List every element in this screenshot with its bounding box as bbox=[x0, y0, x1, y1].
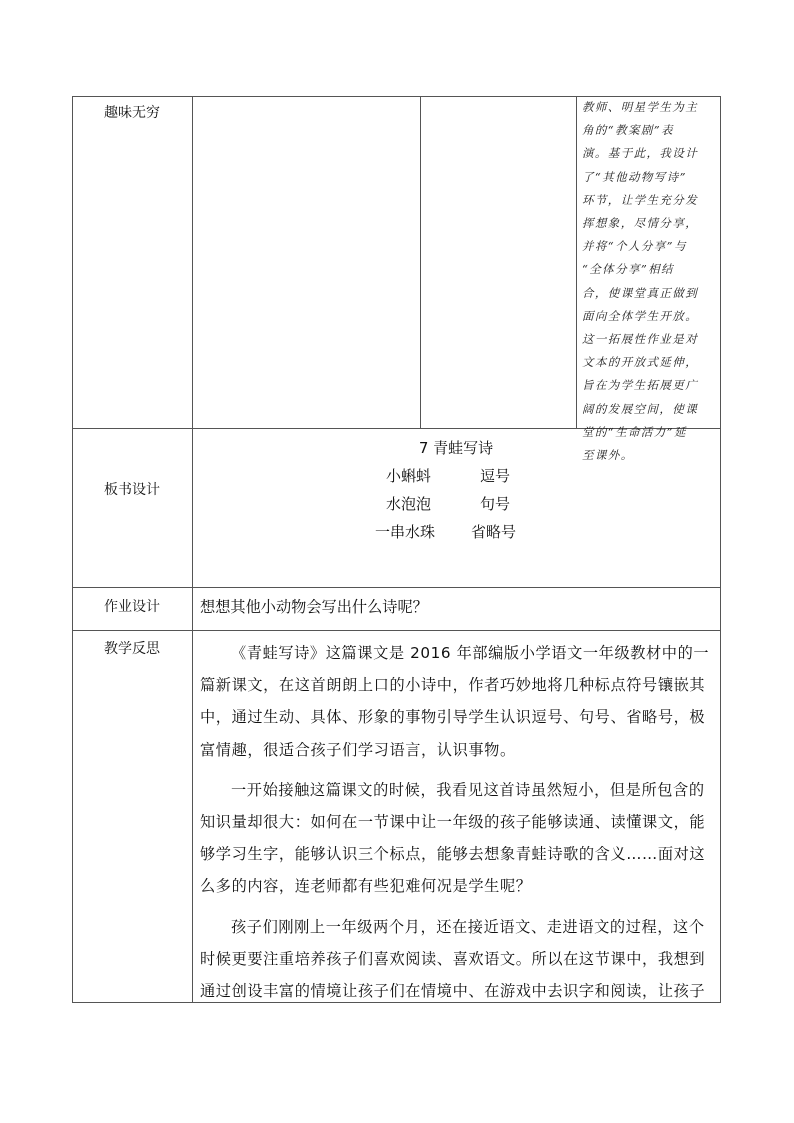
text-line: 通过创设丰富的情境让孩子们在情境中、在游戏中去识字和阅读，让孩子 bbox=[200, 982, 706, 1001]
notes-line: 演。基于此，我设计 bbox=[582, 146, 699, 161]
notes-line: 合，使课堂真正做到 bbox=[582, 285, 699, 300]
notes-line: 文本的开放式延伸， bbox=[582, 355, 699, 370]
row-label-fun: 趣味无穷 bbox=[104, 105, 160, 121]
notes-line: “全体分享”相结 bbox=[582, 262, 674, 277]
reflection-text bbox=[200, 637, 712, 1015]
text-line: 一开始接触这篇课文的时候，我看见这首诗虽然短小，但是所包含的 bbox=[231, 780, 705, 799]
board-row bbox=[182, 518, 720, 546]
notes-line: 旨在为学生拓展更广 bbox=[582, 378, 699, 393]
table-column-divider bbox=[576, 96, 577, 429]
text-line: 中，通过生动、具体、形象的事物引导学生认识逗号、句号、省略号，极 bbox=[200, 708, 706, 727]
teaching-notes bbox=[582, 96, 714, 467]
table-row-divider bbox=[72, 587, 720, 588]
text-line: 篇新课文，在这首朗朗上口的小诗中，作者巧妙地将几种标点符号镶嵌其 bbox=[200, 676, 706, 695]
text-line: 知识量却很大：如何在一节课中让一年级的孩子能够读通、读懂课文，能 bbox=[200, 813, 706, 832]
notes-line: 面向全体学生开放。 bbox=[582, 308, 699, 323]
notes-line: 环节，让学生充分发 bbox=[582, 192, 699, 207]
notes-line: 并将“个人分享”与 bbox=[582, 239, 687, 254]
board-term: 一串水珠 bbox=[375, 523, 436, 541]
text-line: 时候更要注重培养孩子们喜欢阅读、喜欢语文。所以在这节课中，我想到 bbox=[200, 949, 706, 968]
notes-line: 堂的“生命活力”延 bbox=[582, 424, 687, 439]
row-label-board-design: 板书设计 bbox=[104, 482, 160, 498]
board-punctuation: 省略号 bbox=[471, 523, 517, 541]
notes-line: 阔的发展空间，使课 bbox=[582, 401, 699, 416]
board-design bbox=[192, 436, 720, 546]
table-row-divider bbox=[72, 630, 720, 631]
notes-line: 角的“教案剧”表 bbox=[582, 123, 674, 138]
text-line: 够学习生字，能够认识三个标点，能够去想象青蛙诗歌的含义……面对这 bbox=[200, 845, 706, 864]
text-line: 《青蛙写诗》这篇课文是 2016 年部编版小学语文一年级教材中的一 bbox=[231, 644, 710, 662]
homework-text: 想想其他小动物会写出什么诗呢？ bbox=[200, 598, 428, 616]
board-term: 小蝌蚪 bbox=[386, 467, 432, 485]
text-line: 富情趣，很适合孩子们学习语言，认识事物。 bbox=[200, 740, 516, 759]
notes-line: 至课外。 bbox=[582, 448, 634, 463]
table-column-divider bbox=[420, 96, 421, 429]
board-term: 水泡泡 bbox=[386, 495, 432, 513]
row-label-homework: 作业设计 bbox=[104, 599, 160, 615]
board-row bbox=[192, 490, 720, 518]
board-row bbox=[192, 462, 720, 490]
board-punctuation: 句号 bbox=[480, 495, 511, 513]
text-line: 孩子们刚刚上一年级两个月，还在接近语文、走进语文的过程，这个 bbox=[231, 917, 705, 936]
row-label-reflection: 教学反思 bbox=[104, 641, 160, 657]
text-line: 么多的内容，连老师都有些犯难何况是学生呢？ bbox=[200, 877, 532, 896]
notes-line: 了“其他动物写诗” bbox=[582, 169, 687, 184]
table-column-divider bbox=[192, 96, 193, 1003]
table-border-left bbox=[72, 96, 73, 1003]
notes-line: 挥想象，尽情分享， bbox=[582, 216, 699, 231]
table-border-right bbox=[720, 96, 721, 1003]
board-title: 7 青蛙写诗 bbox=[418, 439, 494, 457]
notes-line: 教师、明星学生为主 bbox=[582, 100, 699, 114]
notes-line: 这一拓展性作业是对 bbox=[582, 332, 699, 347]
reflection-paragraph bbox=[200, 911, 712, 1008]
reflection-paragraph bbox=[200, 637, 712, 766]
board-punctuation: 逗号 bbox=[480, 467, 511, 485]
reflection-paragraph bbox=[200, 774, 712, 903]
